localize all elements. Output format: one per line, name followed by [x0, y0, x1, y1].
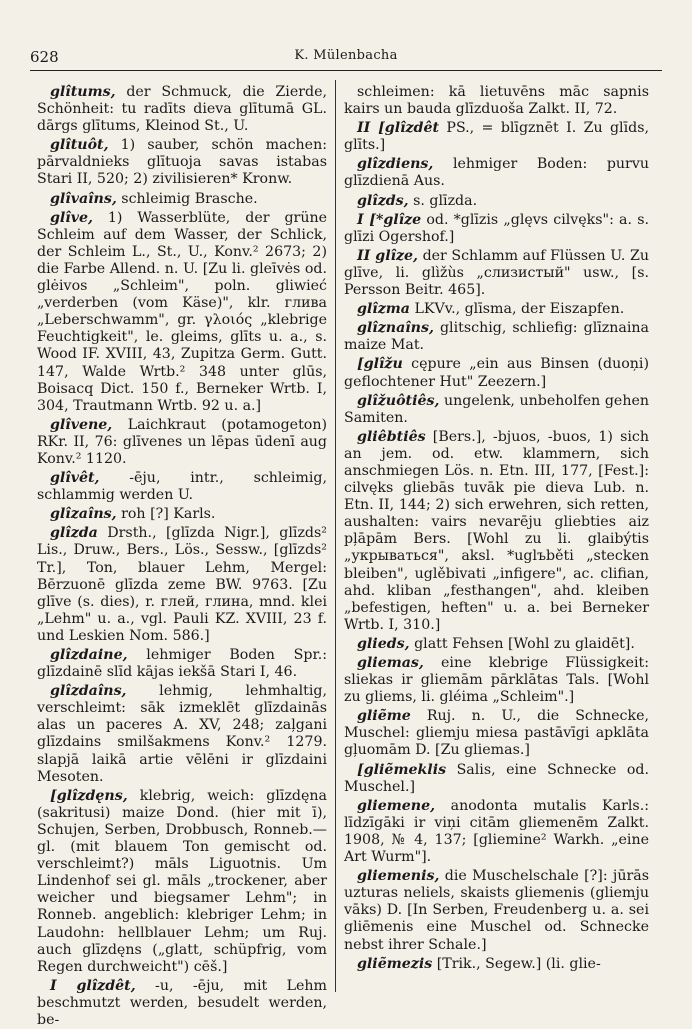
dictionary-entry: [37, 84, 327, 135]
dictionary-entry: [344, 393, 649, 427]
entry-body: glatt Fehsen [Wohl zu glaidēt].: [409, 635, 635, 652]
dictionary-entry: [344, 248, 649, 299]
dictionary-entry: [37, 210, 327, 415]
entry-headword: glîžuôtiês,: [357, 392, 440, 409]
entry-body: 1) Wasserblüte, der grüne Schleim auf dem Wasser, der Schlick, der Schleim L., St., U., Konv.² 2673; 2) die Farbe Allend. n. U. [Zu li. gleīvės od. glėivos „Schleim", poln. gliwieć „verderben (vom Käse)", klr. глива „Leberschwamm", gr. γλοιός „klebrige Feuchtigkeit", le. gleims, glīts u. a., s. Wood IF. XVIII, 43, Zupitza Germ. Gutt. 147, Walde Wrtb.² 348 unter glūs, Boisacq Dict. 150 f., Berneker Wrtb. I, 304, Trautmann Wrtb. 92 u. a.]: [37, 209, 327, 414]
entry-headword: glîzds,: [357, 192, 409, 209]
entry-body: -u, -ēju, mit Lehm beschmutzt werden, besudelt werden, be-: [37, 977, 327, 1028]
dictionary-entry: [37, 978, 327, 1029]
dictionary-entry: [344, 212, 649, 246]
entry-body: PS., = blīgznēt I. Zu glīds, glīts.]: [344, 120, 650, 154]
page-number: 628: [30, 48, 59, 66]
dictionary-entry: [37, 683, 327, 786]
entry-headword: glîvene,: [50, 416, 113, 433]
entry-headword: glîvaîns,: [50, 190, 117, 207]
dictionary-entry: [37, 788, 327, 976]
dictionary-entry: [37, 191, 327, 208]
entry-headword: I [*glîze: [357, 211, 422, 228]
entry-body: Laichkraut (potamogeton) RKr. II, 76: glīvenes un lēpas ūdenī aug Konv.² 1120.: [37, 416, 327, 467]
dictionary-entry: [344, 120, 649, 154]
dictionary-entry: [344, 84, 649, 118]
entry-headword: glîzdaîns,: [50, 683, 127, 700]
entry-body: lehmiger Boden: purvu glīzdienā Aus.: [344, 156, 649, 190]
dictionary-entry: [344, 156, 649, 190]
entry-body: schleimig Brasche.: [116, 190, 258, 207]
left-column: [37, 84, 327, 1028]
dictionary-entry: [37, 417, 327, 468]
entry-headword: [gliẽmeklis: [357, 761, 447, 778]
entry-body: die Muschelschale [?]: jūrās uzturas neliels, skaists gliemenis (gliemju vāks) D. [In Serben, Freudenberg u. a. sei gliēmenis eine Muschel od. Schnecke nebst ihrer Schale.]: [344, 868, 649, 953]
entry-body: [Trik., Segew.] (li. glie-: [432, 955, 601, 972]
entry-body: Ruj. n. U., die Schnecke, Muschel: gliemju miesa pastāvīgi apklāta gļuomām D. [Zu gliemas.]: [344, 708, 649, 759]
entry-headword: gliemenis,: [357, 868, 440, 885]
entry-headword: gliẽmezis: [357, 955, 433, 972]
entry-headword: glîznaîns,: [357, 320, 434, 337]
dictionary-entry: [344, 762, 649, 796]
dictionary-entry: [344, 655, 649, 706]
entry-body: Drsth., [glīzda Nigr.], glīzds² Lis., Druw., Bers., Lös., Sessw., [glīzds² Tr.], Ton, blauer Lehm, Mergel: Bērzuonē glīzda zeme BW. 9763. [Zu glīve (s. dies), r. глей, глина, mnd. klei „Lehm" u. a., vgl. Pauli KZ. XVIII, 23 f. und Leskien Nom. 586.]: [37, 525, 327, 644]
entry-headword: gliêbtiês: [357, 428, 426, 445]
dictionary-entry: [344, 429, 649, 634]
entry-headword: II glîze,: [357, 247, 418, 264]
dictionary-entry: [344, 956, 649, 973]
entry-body: der Schmuck, die Zierde, Schönheit: tu radīts dieva glītumā GL. dārgs glītums, Kleinod St., U.: [37, 84, 327, 135]
dictionary-entry: [37, 137, 327, 188]
dictionary-entry: [344, 708, 649, 759]
dictionary-entry: [344, 868, 649, 953]
entry-headword: glieds,: [357, 635, 410, 652]
entry-headword: glîzdiens,: [357, 156, 434, 173]
dictionary-entry: [37, 506, 327, 523]
entry-headword: glîvêt,: [50, 470, 100, 487]
entry-body: der Schlamm auf Flüssen U. Zu glīve, li. glìžùs „слизистый" usw., [s. Persson Beitr. 465].: [344, 247, 649, 299]
page-header: [30, 48, 662, 70]
dictionary-entry: [344, 193, 649, 210]
running-title: K. Mülenbacha: [294, 48, 398, 63]
entry-body: klebrig, weich: glīzdęna (sakritusi) maize Dond. (hier mit ī), Schujen, Serben, Drobbusch, Ronneb.— gl. (mit blauem Ton gemischt od. verschleimt?) māls Liguotnis. Um Lindenhof sei gl. māls „trockener, aber weicher und biegsamer Lehm"; in Ronneb. angeblich: klebriger Lehm; in Laudohn: hellblauer Lehm; um Ruj. auch glīzdęns („glatt, schüpfrig, vom Regen durchweicht") cēš.]: [37, 787, 327, 975]
dictionary-entry: [344, 356, 649, 390]
entry-body: cępure „ein aus Binsen (duoņi) geflochtener Hut" Zeezern.]: [344, 356, 649, 390]
entry-headword: glîzma: [357, 301, 410, 318]
entry-headword: II [glîzdêt: [357, 120, 440, 137]
dictionary-entry: [344, 636, 649, 653]
entry-headword: gliẽme: [357, 708, 411, 725]
entry-headword: glîve,: [50, 209, 93, 226]
entry-body: s. glīzda.: [408, 192, 478, 209]
entry-body: -ēju, intr., schleimig, schlammig werden U.: [37, 470, 327, 504]
entry-body: lehmiger Boden Spr.: glīzdainē slīd kājas iekšā Stari I, 46.: [37, 647, 327, 681]
entry-body: ungelenk, unbeholfen gehen Samiten.: [344, 392, 649, 426]
entry-headword: [glîzdęns,: [50, 787, 128, 804]
entry-body: eine klebrige Flüssigkeit: sliekas ir gliemām pārklātas Tals. [Wohl zu gliems, li. gléima „Schleim".]: [344, 655, 649, 706]
entry-body: schleimen: kā lietuvēns māc sapnis kairs un bauda glīzduoša Zalkt. II, 72.: [344, 84, 649, 118]
column-divider: [335, 80, 336, 992]
entry-headword: gliemene,: [357, 797, 436, 814]
dictionary-entry: [37, 647, 327, 681]
entry-headword: I glîzdêt,: [50, 977, 136, 994]
entry-headword: glîzaîns,: [50, 506, 117, 523]
entry-body: [Bers.], -bjuos, -buos, 1) sich an jem. od. etw. klammern, sich anschmiegen Lös. n. Etn. III, 177, [Fest.]: cilvęks gliebās tuvāk pie dieva Lub. n. Etn. II, 144; 2) sich erwehren, sich retten, aushalten: vairs nevarēju gliebties aiz pļāpām Bers. [Wohl zu li. glaibýtis „укрываться", aksl. *uglъběti „stecken bleiben", uglěbivati „infigere", ac. clifian, ahd. kliban „festhangen", ahd. kleiben „befestigen, heften" u. a. bei Berneker Wrtb. I, 310.]: [344, 428, 649, 633]
header-rule: [30, 70, 662, 71]
dictionary-entry: [344, 320, 649, 354]
entry-body: lehmig, lehmhaltig, verschleimt: sāk izmeklēt glīzdainās alas un paceres A. XV, 248; zaļgani glīzdains smilšakmens Konv.² 1279. slapjā laikā artie vēlēni ir glīzdaini Mesoten.: [37, 683, 327, 785]
entry-headword: glîzda: [50, 525, 98, 542]
entry-body: Salis, eine Schnecke od. Muschel.]: [344, 761, 649, 795]
entry-headword: glîtuôt,: [50, 137, 109, 154]
dictionary-entry: [344, 798, 649, 866]
entry-body: glitschig, schliefig: glīznaina maize Mat.: [344, 320, 649, 354]
entry-headword: gliemas,: [357, 655, 424, 671]
entry-body: roh [?] Karls.: [116, 506, 216, 523]
entry-body: od. *glīzis „glęvs cilvęks": a. s. glīzi Ogershof.]: [344, 211, 649, 245]
entry-body: 1) sauber, schön machen: pārvaldnieks glītuoja savas istabas Stari II, 520; 2) zivilisieren* Kronw.: [37, 137, 327, 188]
entry-body: anodonta mutalis Karls.: līdzīgāki ir viņi citām gliemenēm Zalkt. 1908, № 4, 137; [gliemine² Warkh. „eine Art Wurm"].: [344, 797, 649, 866]
entry-headword: glîtums,: [50, 84, 116, 100]
dictionary-entry: [344, 301, 649, 318]
entry-headword: [glîžu: [357, 356, 403, 373]
entry-body: LKVv., glīsma, der Eiszapfen.: [409, 301, 625, 318]
right-column: [344, 84, 649, 992]
dictionary-entry: [37, 525, 327, 645]
dictionary-entry: [37, 470, 327, 504]
entry-headword: glîzdaine,: [50, 647, 128, 663]
